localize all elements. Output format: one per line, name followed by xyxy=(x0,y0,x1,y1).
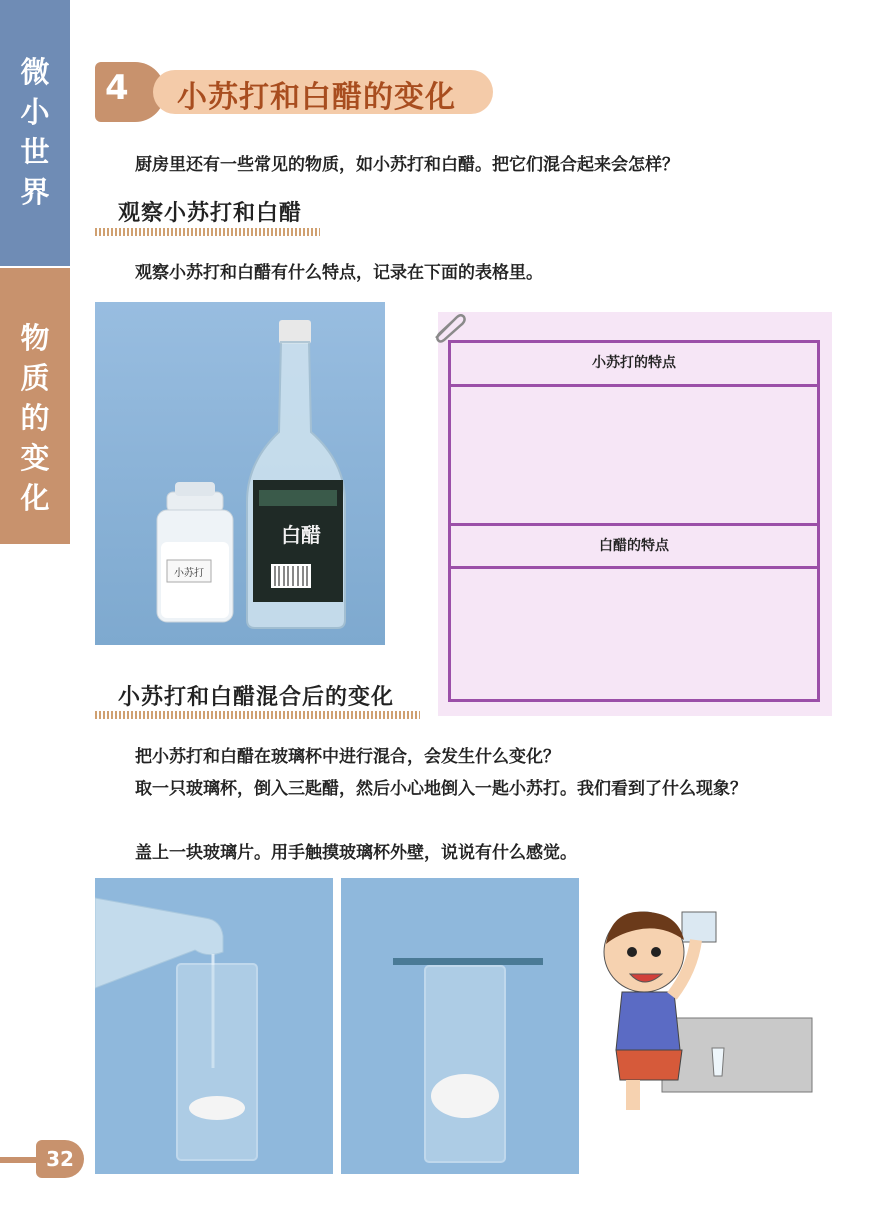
lesson-title-banner xyxy=(95,62,495,122)
section-heading-mixing: 小苏打和白醋混合后的变化 xyxy=(118,685,395,710)
photo-covered-glass xyxy=(341,878,579,1174)
section-heading-observe: 观察小苏打和白醋 xyxy=(118,201,303,226)
lesson-number: 4 xyxy=(105,68,129,108)
mixing-question: 把小苏打和白醋在玻璃杯中进行混合，会发生什么变化？ xyxy=(135,747,560,767)
intro-paragraph: 厨房里还有一些常见的物质，如小苏打和白醋。把它们混合起来会怎样？ xyxy=(135,155,679,175)
paperclip-icon xyxy=(430,310,466,344)
touch-instruction: 盖上一块玻璃片。用手触摸玻璃杯外壁，说说有什么感觉。 xyxy=(135,843,577,863)
photo-baking-soda-vinegar xyxy=(95,302,385,645)
table-cell-baking-soda[interactable] xyxy=(451,387,817,526)
mixing-procedure: 取一只玻璃杯，倒入三匙醋，然后小心地倒入一匙小苏打。我们看到了什么现象？ xyxy=(135,779,747,799)
page-number-rule xyxy=(0,1157,40,1163)
section-divider xyxy=(95,711,420,719)
sidebar-unit-title: 微 小 世 界 xyxy=(20,55,50,209)
sidebar-chapter-title: 物 质 的 变 化 xyxy=(20,321,50,515)
table-header-baking-soda: 小苏打的特点 xyxy=(451,343,817,387)
photo-pouring-vinegar xyxy=(95,878,333,1174)
section-divider xyxy=(95,228,320,236)
record-table xyxy=(448,340,820,702)
jar-label: 小苏打 xyxy=(174,568,204,579)
bottle-label: 白醋 xyxy=(281,523,321,547)
lesson-title: 小苏打和白醋的变化 xyxy=(177,80,456,115)
table-cell-vinegar[interactable] xyxy=(451,569,817,699)
table-header-vinegar: 白醋的特点 xyxy=(451,526,817,569)
observe-instruction: 观察小苏打和白醋有什么特点，记录在下面的表格里。 xyxy=(135,263,543,283)
page-number: 32 xyxy=(36,1140,84,1178)
illustration-boy-with-glass xyxy=(592,900,822,1120)
